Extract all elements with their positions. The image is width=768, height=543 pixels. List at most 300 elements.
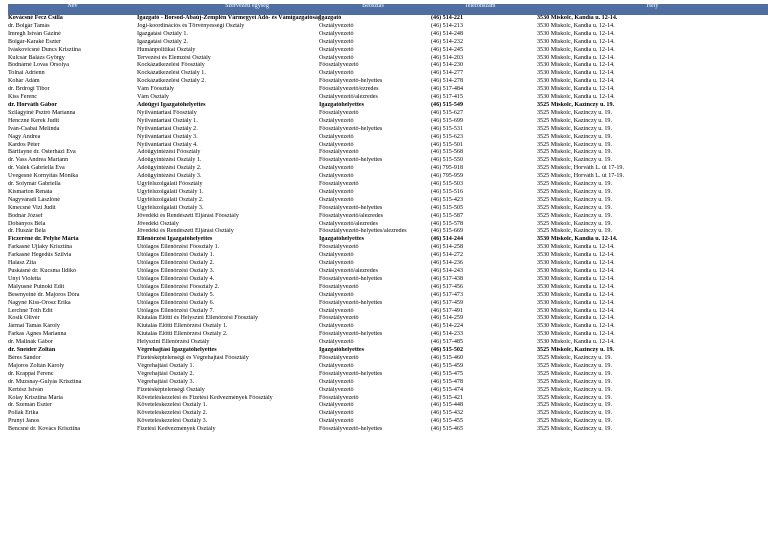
row-place: 3530 Miskolc, Kandia u. 12-14. [537,70,615,77]
row-position: Osztályvezető [319,22,354,29]
row-position: Főosztályvezető [319,244,359,251]
row-position: Főosztályvezető-helyettes [319,370,383,377]
row-place: 3530 Miskolc, Kandia u. 12-14. [537,307,615,314]
row-name: Unyi Violetta [8,275,41,282]
row-position: Főosztályvezető [319,283,359,290]
row-name: Kosik Olivér [8,315,40,322]
row-unit: Kiutalás Előtti Ellenőrzési Osztály 2. [137,331,228,338]
row-position: Osztályvezető [319,291,354,298]
row-position: Osztályvezető [319,70,354,77]
table-row [8,62,768,70]
row-name: Imregh István Gáziné [8,30,61,37]
row-name: Bodnárné Lovas Orsolya [8,62,69,69]
table-row [8,134,768,142]
row-position: Osztályvezető [319,30,354,37]
row-phone: (46) 514-224 [431,323,463,330]
row-position: Főosztályvezető-helyettes [319,331,383,338]
row-phone: (46) 514-233 [431,331,463,338]
table-row [8,102,768,110]
row-phone: (46) 515-465 [431,426,463,433]
row-place: 3530 Miskolc, Kandia u. 12-14. [537,260,615,267]
table-header [8,4,768,15]
row-phone: (46) 515-448 [431,402,463,409]
row-unit: Jövedéki és Rendészeti Eljárási Főosztály [137,212,239,219]
row-name: Kmecsné Vizi Judit [8,204,56,211]
row-name: Bodnár József [8,212,43,219]
row-position: Osztályvezető [319,252,354,259]
row-phone: (46) 515-516 [431,188,463,195]
row-phone: (46) 515-432 [431,410,463,417]
row-place: 3525 Miskolc, Kazinczy u. 19. [537,426,612,433]
row-position: Osztályvezető [319,46,354,53]
row-place: 3525 Miskolc, Kazinczy u. 19. [537,109,612,116]
row-unit: Utólagos Ellenőrzési Osztály 7. [137,307,215,314]
row-name: Üvegesné Kornyitás Mónika [8,173,79,180]
row-name: dr. Sneider Zoltán [8,347,56,354]
row-position: Osztályvezető [319,188,354,195]
row-name: dr. Malinák Gábor [8,339,53,346]
row-name: Farkasné Ujlaky Krisztina [8,244,72,251]
row-unit: Nyilvántartási Főosztály [137,109,197,116]
table-row [8,157,768,165]
table-row [8,118,768,126]
row-position: Főosztályvezető [319,62,359,69]
row-position: Osztályvezető [319,339,354,346]
row-unit: Adóügyi Igazgatóhelyettes [137,101,206,108]
row-place: 3530 Miskolc, Kandia u. 12-14. [537,78,615,85]
row-place: 3525 Miskolc, Kazinczy u. 19. [537,149,612,156]
row-place: 3525 Miskolc, Kazinczy u. 19. [537,418,612,425]
row-phone: (46) 517-438 [431,275,463,282]
table-row [8,284,768,292]
row-phone: (46) 517-473 [431,291,463,298]
header-unit: Szervezeti egység [225,4,269,9]
row-phone: (46) 515-505 [431,204,463,211]
header-position: Beosztás [362,4,384,9]
row-phone: (46) 514-277 [431,70,463,77]
table-row [8,308,768,316]
table-row [8,142,768,150]
row-position: Osztályvezető [319,260,354,267]
row-place: 3525 Miskolc, Kazinczy u. 19. [537,212,612,219]
row-name: Kertész István [8,386,44,393]
row-place: 3525 Miskolc, Kazinczy u. 19. [537,133,612,140]
table-row [8,387,768,395]
row-unit: Kiutalás Előtti Ellenőrzési Osztály 1. [137,323,228,330]
row-name: Pollák Erika [8,410,39,417]
row-unit: Adóügyintézési Osztály 1. [137,157,202,164]
row-place: 3525 Miskolc, Kazinczy u. 19. [537,354,612,361]
row-unit: Helyszíni Ellenőrzési Osztály [137,339,210,346]
row-position: Igazgatóhelyettes [319,347,365,354]
table-row [8,197,768,205]
row-position: Osztályvezető [319,362,354,369]
row-unit: Nyilvántartási Osztály 3. [137,133,198,140]
table-row [8,355,768,363]
row-unit: Követeléskezelési Osztály 2. [137,410,208,417]
row-position: Osztályvezető/alezredes [319,268,378,274]
header-name: Név [67,4,78,9]
row-unit: Adóügyintézési Főosztály [137,149,201,156]
row-place: 3525 Miskolc, Kazinczy u. 19. [537,410,612,417]
table-row [8,70,768,78]
table-row [8,110,768,118]
row-name: Bolgár-Karaké Eszter [8,38,61,45]
row-position: Főosztályvezető-helyettes [319,204,383,211]
row-phone: (46) 515-549 [431,101,463,108]
row-name: Bencsné dr. Kovács Krisztina [8,426,81,433]
row-unit: Utólagos Ellenőrzési Főosztály 1. [137,244,220,251]
row-position: Osztályvezető [319,410,354,417]
row-name: Béres Sándor [8,354,41,361]
row-place: 3530 Miskolc, Kandia u. 12-14. [537,22,615,29]
row-phone: (46) 515-423 [431,196,463,203]
row-phone: (46) 514-221 [431,15,463,21]
row-place: 3530 Miskolc, Kandia u. 12-14. [537,30,615,37]
row-name: Kovácsné Fecz Csilla [8,15,63,21]
row-unit: Fizetésképtelenségi Osztály [137,386,205,393]
row-unit: Kiutalás Előtti és Helyszíni Ellenőrzési Főosztály [137,315,259,322]
row-position: Osztályvezető [319,307,354,314]
row-name: Kardos Péter [8,141,40,148]
row-name: Kiss Ferenc [8,94,37,101]
row-name: Besenyeiné dr. Majoros Dóra [8,291,80,298]
row-name: Nagy Andrea [8,133,41,140]
row-name: dr. Horváth Gábor [8,101,58,108]
row-place: 3530 Miskolc, Kandia u. 12-14. [537,339,615,346]
row-phone: (46) 515-568 [431,149,463,156]
table-row [8,347,768,355]
row-place: 3530 Miskolc, Kandia u. 12-14. [537,283,615,290]
row-place: 3525 Miskolc, Kazinczy u. 19. [537,394,612,401]
row-place: 3525 Miskolc, Kazinczy u. 19. [537,181,612,188]
table-row [8,173,768,181]
row-name: dr. Valek Gabriella Éva [8,165,65,172]
row-name: Lerchné Tóth Edit [8,307,53,314]
row-phone: (46) 515-531 [431,125,463,132]
table-row [8,363,768,371]
row-place: 3525 Miskolc, Kazinczy u. 19. [537,378,612,385]
row-place: 3530 Miskolc, Kandia u. 12-14. [537,268,615,274]
row-name: dr. Muzsnay-Gulyás Krisztina [8,378,82,385]
table-row [8,15,768,23]
row-phone: (46) 515-460 [431,354,463,361]
row-phone: (46) 517-484 [431,86,463,93]
row-unit: Utólagos Ellenőrzési Osztály 5. [137,291,215,298]
row-unit: Utólagos Ellenőrzési Osztály 1. [137,252,215,259]
row-phone: (46) 514-272 [431,252,463,259]
row-place: 3530 Miskolc, Kandia u. 12-14. [537,54,615,61]
row-phone: (46) 515-474 [431,386,463,393]
table-row [8,149,768,157]
row-place: 3525 Miskolc, Kazinczy u. 19. [537,117,612,124]
row-place: 3525 Miskolc, Kazinczy u. 19. [537,220,612,227]
table-row [8,331,768,339]
row-place: 3530 Miskolc, Kandia u. 12-14. [537,275,615,282]
row-phone: (46) 517-456 [431,283,463,290]
row-place: 3525 Miskolc, Kazinczy u. 19. [537,125,612,132]
table-body [8,15,768,434]
row-position: Osztályvezető [319,323,354,330]
row-position: Osztályvezető [319,38,354,45]
row-unit: Követeléskezelési Osztály 1. [137,402,208,409]
row-place: 3525 Miskolc, Kazinczy u. 19. [537,157,612,164]
row-position: Osztályvezető [319,378,354,385]
table-row [8,23,768,31]
row-position: Főosztályvezető [319,149,359,156]
row-name: Henczné Kerek Judit [8,117,60,124]
row-place: 3530 Miskolc, Kandia u. 12-14. [537,323,615,330]
row-place: 3525 Miskolc, Kazinczy u. 19. [537,347,615,354]
table-row [8,276,768,284]
row-unit: Utólagos Ellenőrzési Osztály 6. [137,299,215,306]
row-unit: Utólagos Ellenőrzési Főosztály 2. [137,283,220,290]
table-row [8,86,768,94]
row-position: Osztályvezető [319,165,354,172]
row-name: Ficzeréné dr. Pelyhe Márta [8,236,79,243]
row-position: Főosztályvezető/ezredes [319,86,379,93]
row-name: dr. Vass Andrea Mariann [8,157,69,164]
table-row [8,39,768,47]
table-row [8,244,768,252]
row-name: dr. Krappai Ferenc [8,370,54,377]
table-row [8,371,768,379]
row-phone: (46) 517-485 [431,339,463,346]
row-name: dr. Solymár Gabriella [8,181,61,188]
table-row [8,213,768,221]
row-place: 3530 Miskolc, Kandia u. 12-14. [537,15,618,21]
row-unit: Ügyfélszolgálati Osztály 1. [137,188,204,195]
row-position: Igazgatóhelyettes [319,236,365,243]
row-phone: (46) 517-459 [431,299,463,306]
row-position: Főosztályvezető/alezredes [319,212,383,219]
table-row [8,94,768,102]
table-row [8,252,768,260]
row-phone: (46) 514-259 [431,315,463,322]
row-phone: (46) 515-501 [431,141,463,148]
row-place: 3525 Miskolc, Kazinczy u. 19. [537,362,612,369]
row-unit: Nyilvántartási Osztály 1. [137,117,198,124]
row-unit: Fizetési Kedvezmények Osztály [137,426,216,433]
row-place: 3525 Miskolc, Kazinczy u. 19. [537,141,612,148]
row-place: 3525 Miskolc, Kazinczy u. 19. [537,386,612,393]
row-position: Igazgatóhelyettes [319,101,365,108]
row-position: Osztályvezető [319,54,354,61]
row-unit: Kockázatkezelési Osztály 2. [137,78,206,85]
table-row [8,47,768,55]
row-name: Kohár Ádám [8,78,40,85]
row-position: Főosztályvezető-helyettes [319,78,383,85]
row-place: 3530 Miskolc, Kandia u. 12-14. [537,291,615,298]
row-phone: (46) 515-503 [431,181,463,188]
row-unit: Követeléskezelési Osztály 3. [137,418,208,425]
row-position: Osztályvezető [319,402,354,409]
row-name: dr. Bolgár Tamás [8,22,50,29]
table-row [8,268,768,276]
table-row [8,165,768,173]
row-position: Főosztályvezető [319,109,359,116]
row-position: Főosztályvezető-helyettes [319,275,383,282]
row-name: dr. Huszár Béla [8,228,46,235]
row-position: Osztályvezető [319,173,354,180]
row-unit: Utólagos Ellenőrzési Osztály 3. [137,268,215,274]
row-position: Főosztályvezető-helyettes [319,157,383,164]
row-phone: (46) 795-959 [431,173,463,180]
row-place: 3530 Miskolc, Kandia u. 12-14. [537,244,615,251]
row-phone: (46) 515-421 [431,394,463,401]
row-phone: (46) 514-232 [431,38,463,45]
row-unit: Kockázatkezelési Osztály 1. [137,70,206,77]
row-phone: (46) 515-502 [431,347,463,354]
row-place: 3530 Miskolc, Kandia u. 12-14. [537,62,615,69]
table-row [8,260,768,268]
table-row [8,228,768,236]
table-row [8,205,768,213]
row-unit: Végrehajtási Igazgatóhelyettes [137,347,217,354]
table-row [8,292,768,300]
row-phone: (46) 514-258 [431,244,463,251]
row-position: Osztályvezető [319,133,354,140]
row-name: Mályusné Putnoki Edit [8,283,65,290]
row-position: Főosztályvezető [319,394,359,401]
table-row [8,395,768,403]
row-position: Osztályvezető [319,196,354,203]
row-unit: Jövedéki Osztály [137,220,179,227]
row-unit: Ügyfélszolgálati Főosztály [137,181,203,188]
row-position: Osztályvezető [319,386,354,393]
table-row [8,189,768,197]
row-place: 3530 Miskolc, Kandia u. 12-14. [537,236,618,243]
row-unit: Tervezési és Elemzési Osztály [137,54,211,61]
header-place: Hely [646,4,659,9]
row-phone: (46) 514-236 [431,260,463,267]
table-row [8,426,768,434]
row-position: Osztályvezető [319,141,354,148]
row-place: 3530 Miskolc, Kandia u. 12-14. [537,38,615,45]
row-unit: Humánpolitikai Osztály [137,46,196,53]
row-unit: Ügyfélszolgálati Osztály 3. [137,204,204,211]
row-place: 3525 Miskolc, Kazinczy u. 19. [537,196,612,203]
row-phone: (46) 514-243 [431,268,463,274]
row-name: Nagyváradi Lászlóné [8,196,60,203]
row-phone: (46) 515-478 [431,378,463,385]
row-place: 3525 Miskolc, Kazinczy u. 19. [537,228,612,235]
row-name: Nagyné Kiss-Orosz Erika [8,299,71,306]
row-phone: (46) 515-623 [431,133,463,140]
table-row [8,402,768,410]
row-name: Kulcsár Balázs György [8,54,65,61]
row-unit: Követeléskezelési és Fizetési Kedvezmények Főosztály [137,394,273,401]
row-phone: (46) 517-415 [431,94,463,101]
row-phone: (46) 515-627 [431,109,463,116]
row-phone: (46) 515-550 [431,157,463,164]
row-name: Dobányos Béla [8,220,46,227]
table-row [8,55,768,63]
row-place: 3530 Miskolc, Kandia u. 12-14. [537,315,615,322]
row-position: Főosztályvezető [319,354,359,361]
row-name: Puskásné dr. Kucsma Ildikó [8,268,77,274]
row-unit: Végrehajtási Osztály 1. [137,362,195,369]
row-unit: Jövedéki és Rendészeti Eljárási Osztály [137,228,234,235]
row-position: Osztályvezető [319,418,354,425]
table-row [8,236,768,244]
row-phone: (46) 515-699 [431,117,463,124]
row-unit: Vám Főosztály [137,86,175,93]
row-position: Főosztályvezető-helyettes [319,125,383,132]
table-row [8,78,768,86]
row-place: 3525 Miskolc, Kazinczy u. 19. [537,204,612,211]
row-phone: (46) 514-245 [431,46,463,53]
row-name: Bártfayné dr. Osterházi Éva [8,149,76,156]
row-name: Kolay Krisztina Mária [8,394,63,401]
row-position: Főosztályvezető-helyettes [319,299,383,306]
row-position: Osztályvezető/alezredes [319,94,378,101]
row-place: 3525 Miskolc, Kazinczy u. 19. [537,370,612,377]
row-position: Főosztályvezető [319,181,359,188]
row-name: Prunyi János [8,418,40,425]
row-phone: (46) 517-491 [431,307,463,314]
row-unit: Adóügyintézési Osztály 3. [137,173,202,180]
table-row [8,315,768,323]
row-name: Majoros Zoltán Károly [8,362,65,369]
row-position: Főosztályvezető [319,315,359,322]
row-place: 3530 Miskolc, Kandia u. 12-14. [537,86,615,93]
row-place: 3525 Miskolc, Horváth L. út 17-19. [537,173,624,180]
row-place: 3525 Miskolc, Kazinczy u. 19. [537,402,612,409]
row-phone: (46) 514-248 [431,30,463,37]
row-position: Főosztályvezető-helyettes/alezredes [319,228,407,235]
row-phone: (46) 514-244 [431,236,463,243]
row-unit: Adóügyintézési Osztály 2. [137,165,202,172]
row-name: Farkasné Hegedűs Szilvia [8,252,72,259]
row-phone: (46) 795-918 [431,165,463,172]
row-name: Iván-Csabai Melinda [8,125,60,132]
row-unit: Utólagos Ellenőrzési Osztály 2. [137,260,215,267]
directory-table [8,4,768,434]
row-name: Szilágyiné Psztró Marianna [8,109,76,116]
row-position: Igazgató [319,15,342,21]
row-unit: Vám Osztály [137,94,169,101]
row-unit: Végrehajtási Osztály 2. [137,370,195,377]
row-name: Iváskovicsné Duncs Krisztina [8,46,81,53]
row-place: 3530 Miskolc, Kandia u. 12-14. [537,331,615,338]
table-row [8,126,768,134]
row-place: 3530 Miskolc, Kandia u. 12-14. [537,94,615,101]
row-name: Jármai Tamás Károly [8,323,60,330]
row-unit: Nyilvántartási Osztály 4. [137,141,198,148]
table-row [8,379,768,387]
row-place: 3530 Miskolc, Kandia u. 12-14. [537,46,615,53]
header-phone: Telefonszám [464,4,496,9]
table-row [8,410,768,418]
row-unit: Igazgatási Osztály 2. [137,38,188,45]
row-name: Halász Zita [8,260,36,267]
row-phone: (46) 515-578 [431,220,463,227]
row-place: 3525 Miskolc, Kazinczy u. 19. [537,101,615,108]
table-row [8,418,768,426]
row-position: Főosztályvezető-helyettes [319,426,383,433]
row-place: 3525 Miskolc, Kazinczy u. 19. [537,188,612,195]
row-phone: (46) 515-587 [431,212,463,219]
row-unit: Kockázatkezelési Főosztály [137,62,205,69]
row-unit: Nyilvántartási Osztály 2. [137,125,198,132]
row-unit: Végrehajtási Osztály 3. [137,378,195,385]
row-unit: Fizetésképtelenségi és Végrehajtási Főosztály [137,354,249,361]
row-phone: (46) 515-475 [431,370,463,377]
table-row [8,300,768,308]
row-phone: (46) 515-669 [431,228,463,235]
row-position: Osztályvezető [319,117,354,124]
